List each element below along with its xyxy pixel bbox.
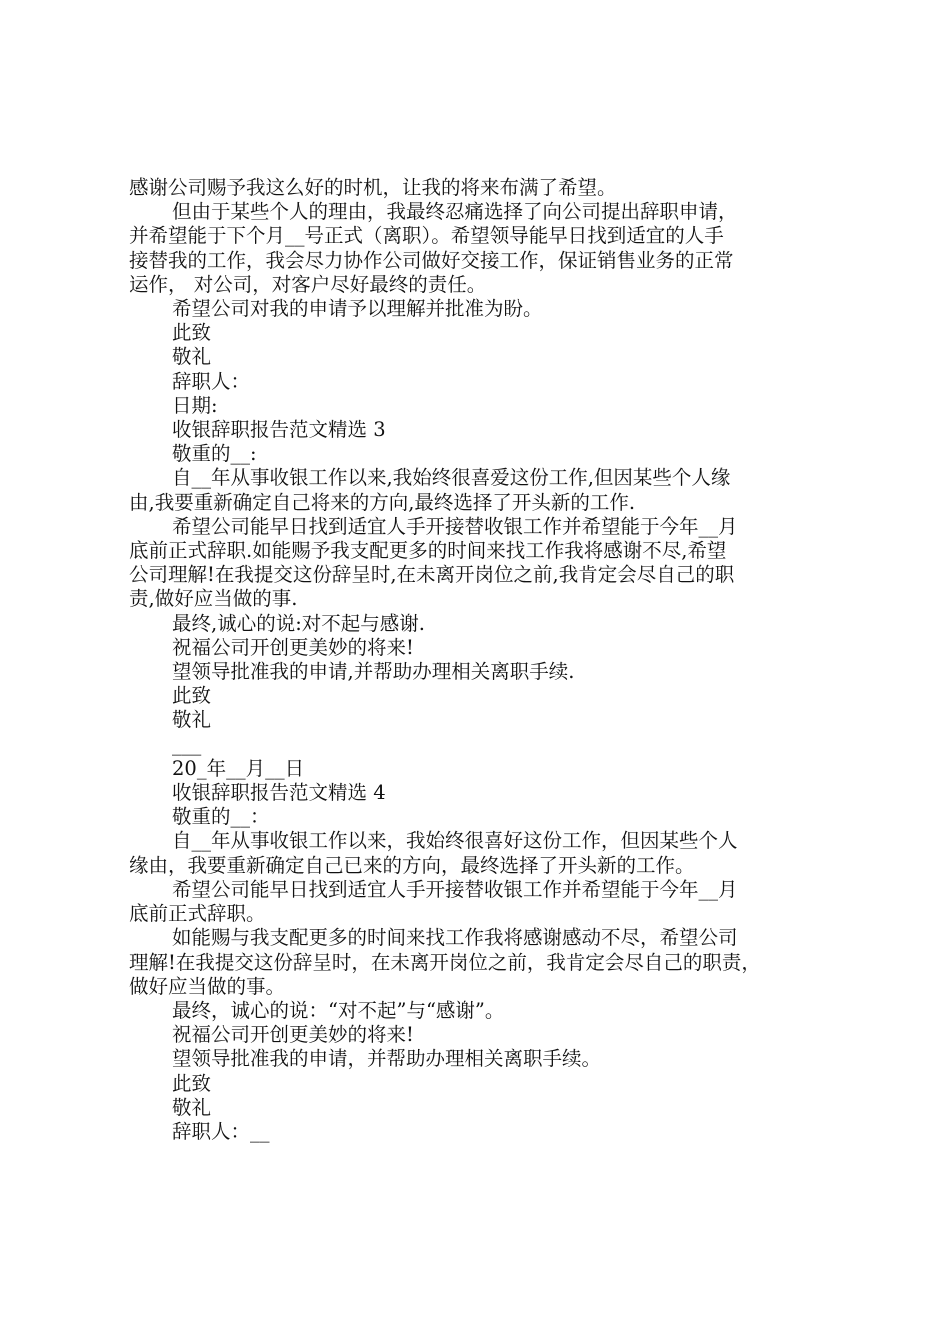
text-line: 由,我要重新确定自己将来的方向,最终选择了开头新的工作.	[129, 490, 636, 514]
text-line: 望领导批准我的申请,并帮助办理相关离职手续.	[172, 660, 575, 684]
text-line: 运作， 对公司，对客户尽好最终的责任。	[129, 272, 487, 296]
text-line: 此致	[172, 321, 212, 345]
text-line: 此致	[172, 684, 212, 708]
text-line: 自__年从事收银工作以来，我始终很喜好这份工作，但因某些个人	[172, 829, 738, 853]
text-line: 祝福公司开创更美妙的将来!	[172, 635, 414, 659]
text-line: 辞职人：__	[172, 1119, 270, 1143]
text-line: 自__年从事收银工作以来,我始终很喜爱这份工作,但因某些个人缘	[172, 466, 731, 490]
text-line: 敬礼	[172, 708, 212, 732]
text-line: 但由于某些个人的理由，我最终忍痛选择了向公司提出辞职申请，	[172, 200, 738, 224]
text-line: 收银辞职报告范文精选 4	[172, 781, 386, 805]
text-line: 做好应当做的事。	[129, 974, 286, 998]
text-line: 辞职人：	[172, 369, 251, 393]
text-line: ___	[172, 732, 202, 756]
text-line: 并希望能于下个月__号正式（离职）。希望领导能早日找到适宜的人手	[129, 224, 724, 248]
text-line: 公司理解!在我提交这份辞呈时,在未离开岗位之前,我肯定会尽自己的职	[129, 563, 735, 587]
text-line: 底前正式辞职.如能赐予我支配更多的时间来找工作我将感谢不尽,希望	[129, 539, 727, 563]
text-line: 希望公司能早日找到适宜人手开接替收银工作并希望能于今年__月	[172, 514, 738, 538]
text-line: 敬礼	[172, 345, 212, 369]
text-line: 最终,诚心的说:对不起与感谢.	[172, 611, 425, 635]
text-line: 20_年__月__日	[172, 756, 305, 780]
text-line: 希望公司对我的申请予以理解并批准为盼。	[172, 297, 543, 321]
text-line: 日期:	[172, 393, 218, 417]
text-line: 理解!在我提交这份辞呈时，在未离开岗位之前，我肯定会尽自己的职责，	[129, 950, 761, 974]
text-line: 最终，诚心的说：“对不起”与“感谢”。	[172, 998, 505, 1022]
text-line: 缘由，我要重新确定自己已来的方向，最终选择了开头新的工作。	[129, 853, 695, 877]
text-line: 敬重的__：	[172, 805, 270, 829]
text-line: 责,做好应当做的事.	[129, 587, 298, 611]
text-line: 收银辞职报告范文精选 3	[172, 418, 386, 442]
text-line: 底前正式辞职。	[129, 902, 266, 926]
text-line: 如能赐与我支配更多的时间来找工作我将感谢感动不尽，希望公司	[172, 926, 738, 950]
text-line: 感谢公司赐予我这么好的时机，让我的将来布满了希望。	[129, 176, 617, 199]
text-line: 此致	[172, 1071, 212, 1095]
text-line: 希望公司能早日找到适宜人手开接替收银工作并希望能于今年__月	[172, 877, 738, 901]
text-line: 敬重的__:	[172, 442, 257, 466]
document-body	[129, 176, 834, 1144]
text-line: 祝福公司开创更美妙的将来!	[172, 1023, 414, 1047]
text-line: 敬礼	[172, 1095, 212, 1119]
text-line: 接替我的工作，我会尽力协作公司做好交接工作，保证销售业务的正常	[129, 248, 734, 272]
text-line: 望领导批准我的申请，并帮助办理相关离职手续。	[172, 1047, 602, 1071]
